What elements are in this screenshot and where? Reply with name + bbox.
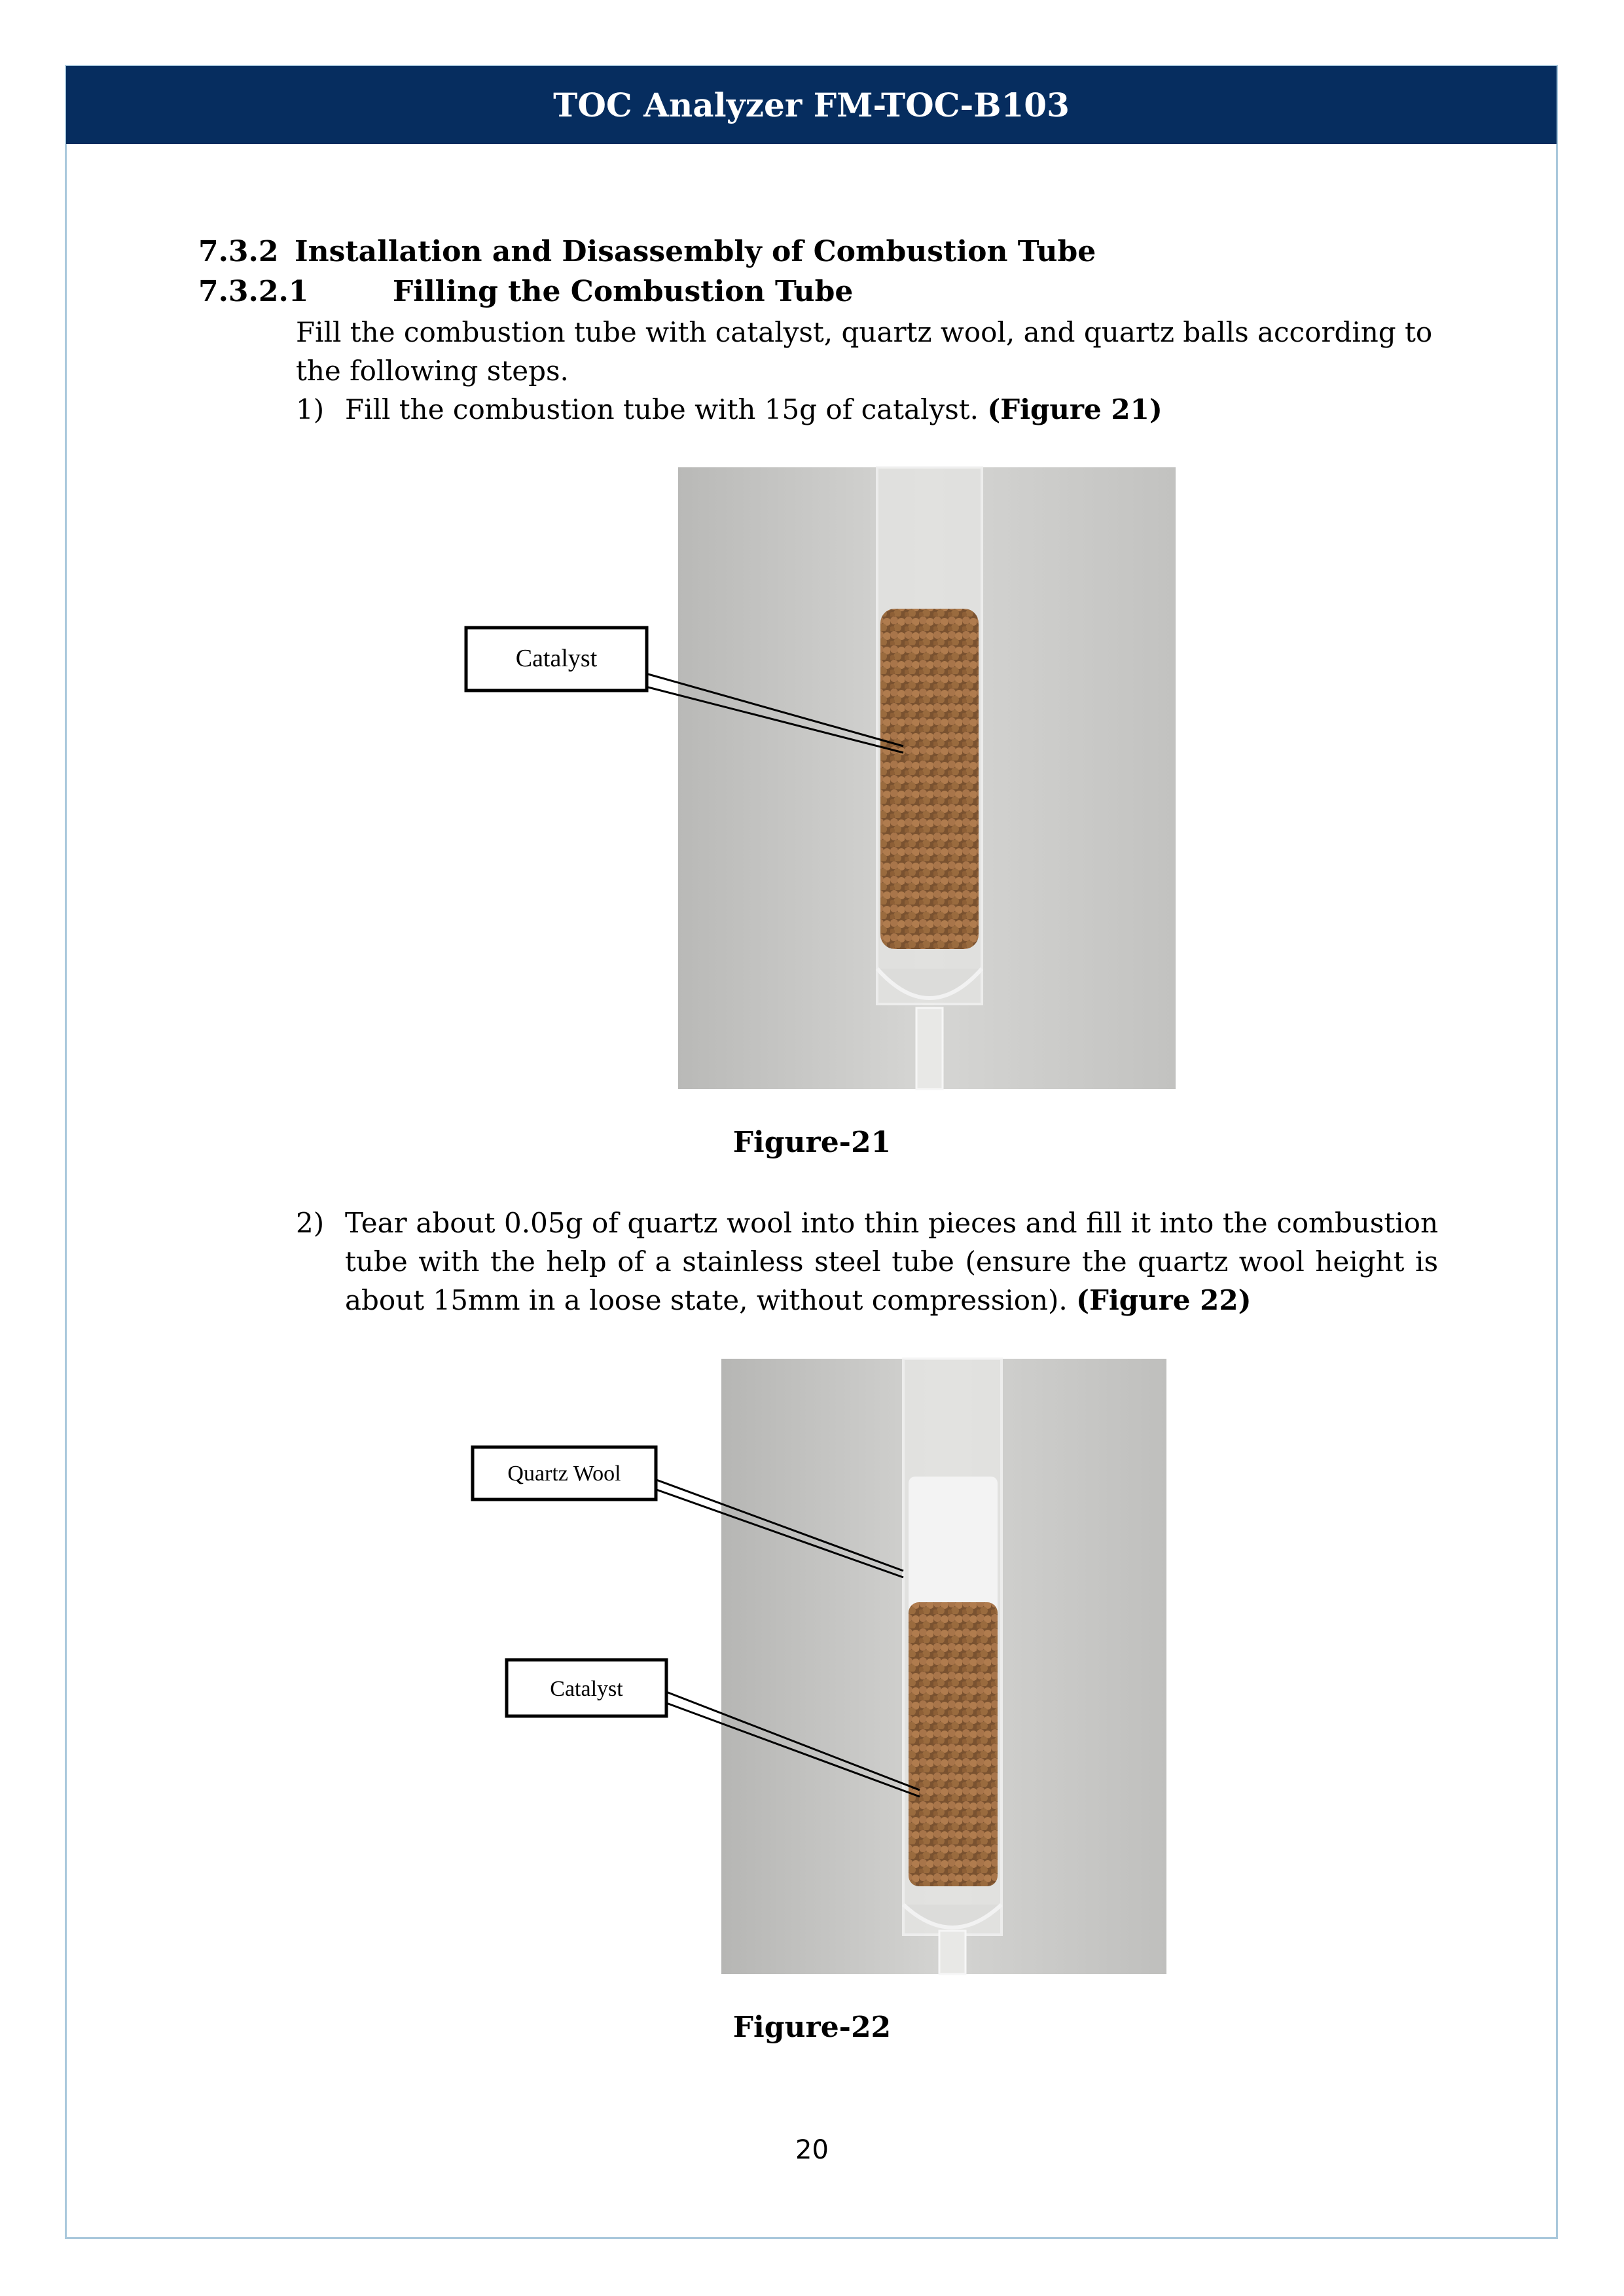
subsection-title: Filling the Combustion Tube xyxy=(393,275,854,308)
catalyst-fill xyxy=(909,1602,998,1886)
figure-21-image xyxy=(458,458,1178,1093)
step-number: 1) xyxy=(296,393,325,425)
figure-reference: (Figure 22) xyxy=(1076,1284,1252,1316)
section-heading xyxy=(198,235,1096,268)
step-text: Tear about 0.05g of quartz wool into thin pieces and fill it into the combustion tube with the help of a stainless steel tube (ensure the quartz wool height is about 15mm in a loose state, without compression). xyxy=(345,1207,1438,1316)
figure-22-caption: Figure-22 xyxy=(732,2011,892,2044)
tube-stem xyxy=(916,1008,943,1089)
intro-paragraph: Fill the combustion tube with catalyst, quartz wool, and quartz balls according to the following steps. xyxy=(296,316,1433,387)
subsection-heading xyxy=(198,275,853,308)
step-text: Fill the combustion tube with 15g of catalyst. xyxy=(345,393,988,425)
section-title: Installation and Disassembly of Combustion Tube xyxy=(295,235,1096,268)
callout-label: Catalyst xyxy=(515,645,598,672)
subsection-number: 7.3.2.1 xyxy=(198,275,309,308)
section-number: 7.3.2 xyxy=(198,235,279,268)
callout-label: Quartz Wool xyxy=(507,1462,621,1486)
tube-stem xyxy=(939,1931,965,1974)
catalyst-fill xyxy=(880,609,979,949)
step-1 xyxy=(296,390,1438,429)
callout-label: Catalyst xyxy=(550,1677,623,1701)
step-number: 2) xyxy=(296,1207,325,1239)
page-header: TOC Analyzer FM-TOC-B103 xyxy=(66,66,1557,144)
step-2 xyxy=(296,1204,1438,1319)
figure-22-image xyxy=(458,1355,1178,1977)
figure-21-caption: Figure-21 xyxy=(732,1126,892,1159)
figure-reference: (Figure 21) xyxy=(987,393,1163,425)
page-number: 20 xyxy=(795,2135,829,2165)
